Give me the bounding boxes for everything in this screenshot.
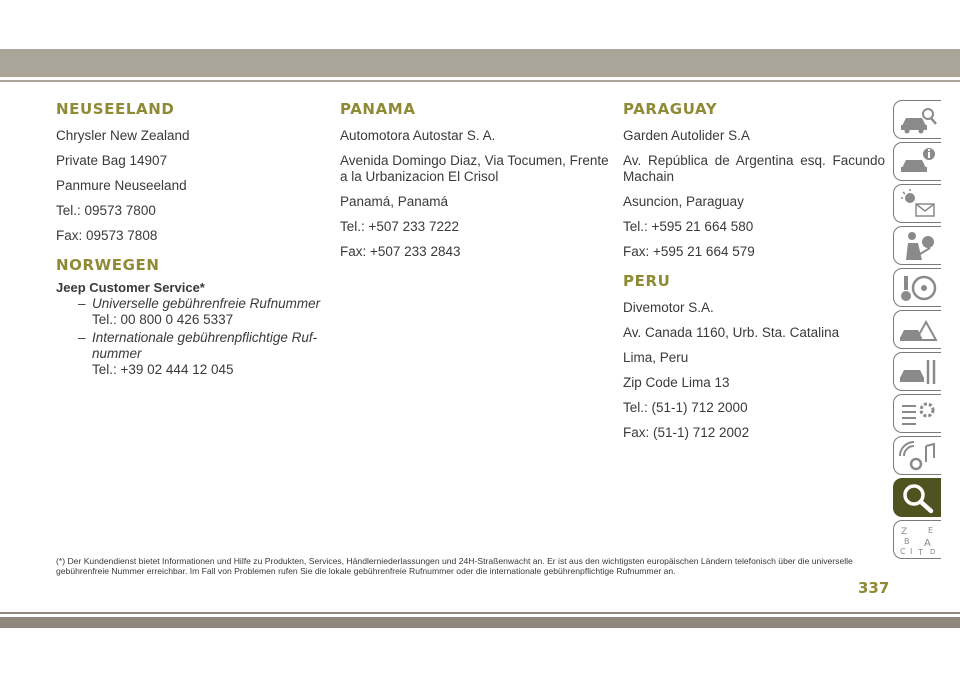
heading-peru: PERU <box>623 272 671 290</box>
svg-text:C: C <box>899 546 906 556</box>
phone-line: Tel.: (51-1) 712 2000 <box>623 400 748 415</box>
header-rule <box>0 80 960 82</box>
alphabet-index-icon <box>898 524 938 556</box>
svg-text:I: I <box>909 546 912 556</box>
column-right <box>623 100 885 450</box>
heading-paraguay: PARAGUAY <box>623 100 718 118</box>
phone-line: Tel.: +507 233 7222 <box>340 219 459 234</box>
tab-search[interactable] <box>893 478 941 517</box>
heading-neuseeland: NEUSEELAND <box>56 100 175 118</box>
airbag-person-icon <box>898 230 938 262</box>
specs-gear-icon <box>898 398 938 430</box>
address-line: Garden Autolider S.A <box>623 128 750 143</box>
fax-line: Fax: (51-1) 712 2002 <box>623 425 750 440</box>
tab-breakdown[interactable] <box>893 310 941 349</box>
toll-free-phone: Tel.: 00 800 0 426 5337 <box>92 312 234 327</box>
address-line: Panmure Neuseeland <box>56 178 187 193</box>
warning-lights-icon <box>898 188 938 220</box>
car-tools-icon <box>898 356 938 388</box>
steering-key-icon <box>898 272 938 304</box>
international-label: – Internationale gebührenpflichtige Ruf- nummer <box>78 330 318 361</box>
address-line: Av. Canada 1160, Urb. Sta. Catalina <box>623 325 840 340</box>
address-line: Asuncion, Paraguay <box>623 194 744 209</box>
international-phone: Tel.: +39 02 444 12 045 <box>92 362 234 377</box>
footer-rule <box>0 612 960 614</box>
car-breakdown-icon <box>898 314 938 346</box>
svg-text:B: B <box>903 536 909 546</box>
header-band <box>0 49 960 77</box>
footer-band <box>0 617 960 628</box>
car-info-icon <box>898 146 938 178</box>
address-line: Avenida Domingo Diaz, Via Tocumen, Frente a la Urbanizacion El Crisol <box>340 153 609 184</box>
magnifier-icon <box>898 482 938 514</box>
toll-free-label: – Universelle gebührenfreie Rufnummer <box>78 296 321 311</box>
column-left <box>56 100 326 380</box>
tab-warning-lights[interactable] <box>893 184 941 223</box>
column-middle <box>340 100 610 269</box>
phone-line: Tel.: +595 21 664 580 <box>623 219 754 234</box>
svg-text:E: E <box>927 525 933 535</box>
tab-car-search[interactable] <box>893 100 941 139</box>
tab-car-tools[interactable] <box>893 352 941 391</box>
address-line: Lima, Peru <box>623 350 689 365</box>
address-line: Zip Code Lima 13 <box>623 375 730 390</box>
address-line: Private Bag 14907 <box>56 153 168 168</box>
svg-text:Z: Z <box>900 526 907 537</box>
customer-service-label: Jeep Customer Service* <box>56 280 205 295</box>
heading-norwegen: NORWEGEN <box>56 256 160 274</box>
footnote: (*) Der Kundendienst bietet Informationen und Hilfe zu Produkten, Services, Händlerniederlassungen und 24H-Straßenwacht an. Er ist aus den wichtigsten europäischen Ländern telefonisch über die universelle gebührenfreie Nummer erreichbar. Im Fall von Problemen rufen Sie die lokale gebührenfreie Rufnummer oder die internationale gebührenpflichtige Rufnummer an. <box>56 556 853 576</box>
fax-line: Fax: 09573 7808 <box>56 228 158 243</box>
tab-multimedia[interactable] <box>893 436 941 475</box>
tab-steering[interactable] <box>893 268 941 307</box>
chapter-tabs <box>893 100 943 562</box>
address-line: Chrysler New Zealand <box>56 128 190 143</box>
address-line: Divemotor S.A. <box>623 300 714 315</box>
tab-airbag[interactable] <box>893 226 941 265</box>
tab-car-info[interactable] <box>893 142 941 181</box>
multimedia-icon <box>898 440 938 472</box>
svg-text:A: A <box>923 537 931 549</box>
svg-text:D: D <box>929 547 935 556</box>
svg-text:T: T <box>917 547 923 556</box>
address-line: Panamá, Panamá <box>340 194 449 209</box>
tab-specs[interactable] <box>893 394 941 433</box>
car-search-icon <box>898 104 938 136</box>
phone-line: Tel.: 09573 7800 <box>56 203 156 218</box>
fax-line: Fax: +507 233 2843 <box>340 244 461 259</box>
address-line: Automotora Autostar S. A. <box>340 128 496 143</box>
address-line: Av. República de Argentina esq. Facundo Machain <box>623 153 885 184</box>
fax-line: Fax: +595 21 664 579 <box>623 244 755 259</box>
heading-panama: PANAMA <box>340 100 416 118</box>
tab-index[interactable] <box>893 520 941 559</box>
page-number: 337 <box>858 579 890 597</box>
